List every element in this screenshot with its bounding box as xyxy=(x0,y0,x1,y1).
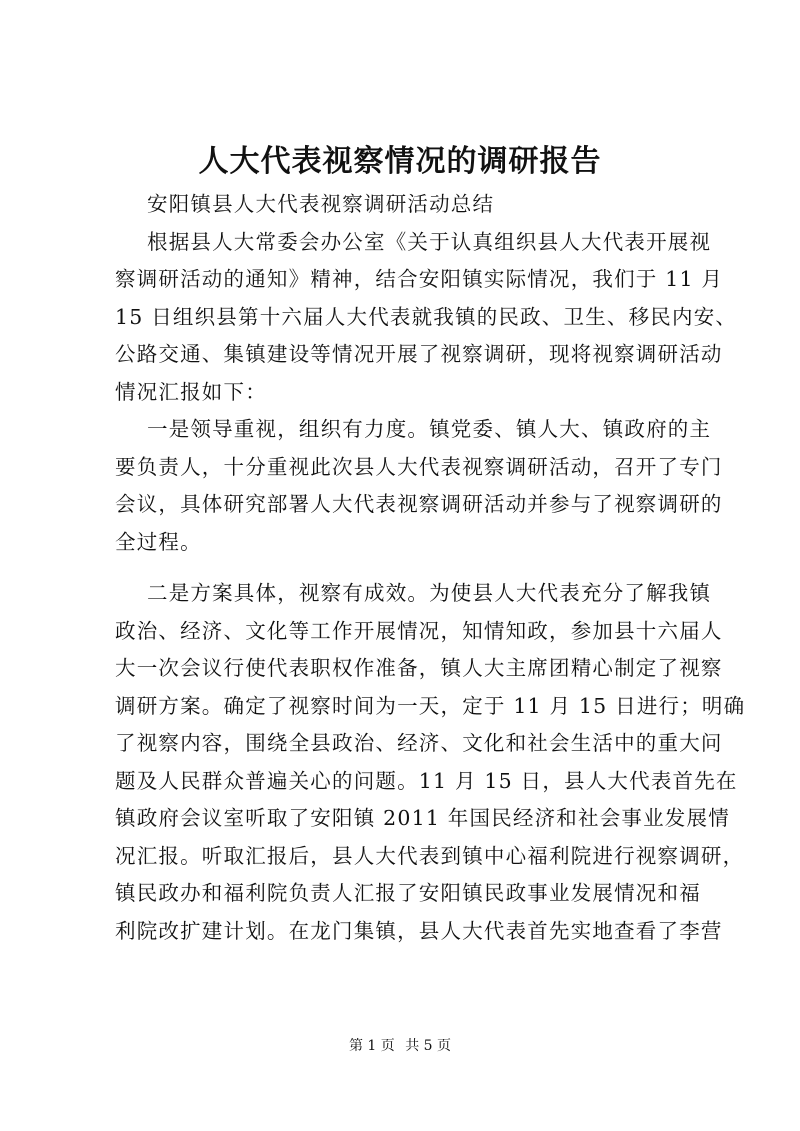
page-footer xyxy=(0,1036,800,1056)
paragraph-line: 镇政府会议室听取了安阳镇 2011 年国民经济和社会事业发展情 xyxy=(115,806,730,830)
paragraph-line: 公路交通、集镇建设等情况开展了视察调研，现将视察调研活动 xyxy=(115,342,723,366)
paragraph-line: 一是领导重视，组织有力度。镇党委、镇人大、镇政府的主 xyxy=(147,417,712,441)
paragraph-line: 二是方案具体，视察有成效。为使县人大代表充分了解我镇 xyxy=(147,581,712,605)
paragraph-line: 政治、经济、文化等工作开展情况，知情知政，参加县十六届人 xyxy=(115,618,723,643)
paragraph-line: 察调研活动的通知》精神，结合安阳镇实际情况，我们于 11 月 xyxy=(115,267,724,291)
document-body xyxy=(115,186,746,950)
paragraph-line: 题及人民群众普遍关心的问题。11 月 15 日，县人大代表首先在 xyxy=(115,768,738,793)
paragraph-line: 15 日组织县第十六届人大代表就我镇的民政、卫生、移民内安、 xyxy=(115,304,738,329)
paragraph-gap xyxy=(115,561,707,575)
paragraph-line: 会议，具体研究部署人大代表视察调研活动并参与了视察调研的 xyxy=(115,492,723,516)
paragraph-line: 全过程。 xyxy=(115,529,202,554)
paragraph-line: 要负责人，十分重视此次县人大代表视察调研活动，召开了专门 xyxy=(115,454,723,479)
document-subtitle: 安阳镇县人大代表视察调研活动总结 xyxy=(147,192,495,216)
paragraph-line: 情况汇报如下： xyxy=(115,379,267,404)
page-total: 共 5 页 xyxy=(405,1038,452,1054)
paragraph-line: 利院改扩建计划。在龙门集镇，县人大代表首先实地查看了李营 xyxy=(115,918,723,943)
document-title: 人大代表视察情况的调研报告 xyxy=(198,144,602,179)
paragraph-line: 了视察内容，围绕全县政治、经济、文化和社会生活中的重大问 xyxy=(115,731,723,755)
paragraph-line: 根据县人大常委会办公室《关于认真组织县人大代表开展视 xyxy=(147,229,712,254)
paragraph-line: 大一次会议行使代表职权作准备，镇人大主席团精心制定了视察 xyxy=(115,656,723,680)
paragraph-line: 镇民政办和福利院负责人汇报了安阳镇民政事业发展情况和福 xyxy=(115,881,701,905)
page-number: 第 1 页 xyxy=(348,1038,395,1054)
paragraph-line: 况汇报。听取汇报后，县人大代表到镇中心福利院进行视察调研， xyxy=(115,843,745,868)
paragraph-line: 调研方案。确定了视察时间为一天，定于 11 月 15 日进行；明确 xyxy=(115,693,746,718)
